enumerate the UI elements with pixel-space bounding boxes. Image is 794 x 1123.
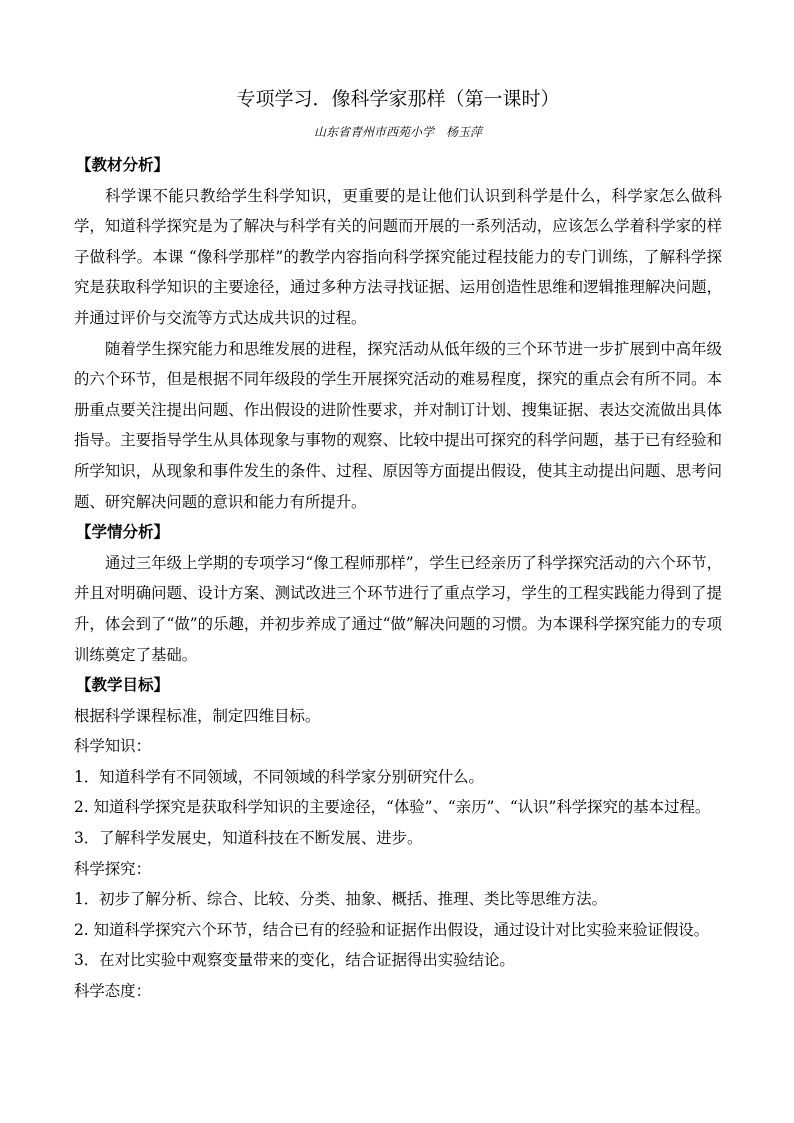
inquiry-item: 3．在对比实验中观察变量带来的变化，结合证据得出实验结论。 xyxy=(74,951,515,970)
section-heading-student: 【学情分析】 xyxy=(76,523,170,542)
knowledge-item: 3．了解科学发展史，知道科技在不断发展、进步。 xyxy=(74,829,423,848)
attitude-label: 科学态度： xyxy=(74,982,151,1001)
inquiry-item: 1．初步了解分析、综合、比较、分类、抽象、概括、推理、类比等思维方法。 xyxy=(74,890,608,909)
inquiry-label: 科学探究： xyxy=(74,859,151,878)
document-title: 专项学习．像科学家那样（第一课时） xyxy=(236,88,560,110)
document-body xyxy=(74,150,722,1007)
section-heading-goals: 【教学目标】 xyxy=(76,676,170,695)
knowledge-item: 1．知道科学有不同领域，不同领域的科学家分别研究什么。 xyxy=(74,767,484,786)
student-paragraph: 通过三年级上学期的专项学习“像工程师那样”，学生已经亲历了科学探究活动的六个环节，并且对明确问题、设计方案、测试改进三个环节进行了重点学习，学生的工程实践能力得到了提升，体会到了“做”的乐趣，并初步养成了通过“做”解决问题的习惯。为本课科学探究能力的专项训练奠定了基础。 xyxy=(74,553,722,664)
section-heading-analysis: 【教材分析】 xyxy=(76,156,170,174)
inquiry-item: 2. 知道科学探究六个环节，结合已有的经验和证据作出假设，通过设计对比实验来验证假设。 xyxy=(74,920,710,939)
knowledge-item: 2. 知道科学探究是获取科学知识的主要途径，“体验”、“亲历”、“认识”科学探究的基本过程。 xyxy=(74,798,711,817)
analysis-paragraph: 随着学生探究能力和思维发展的进程，探究活动从低年级的三个环节进一步扩展到中高年级的六个环节，但是根据不同年级段的学生开展探究活动的难易程度，探究的重点会有所不同。本册重点要关注提出问题、作出假设的进阶性要求，并对制订计划、搜集证据、表达交流做出具体指导。主要指导学生从具体现象与事物的观察、比较中提出可探究的科学问题，基于已有经验和所学知识，从现象和事件发生的条件、过程、原因等方面提出假设，使其主动提出问题、思考问题、研究解决问题的意识和能力有所提升。 xyxy=(74,339,722,511)
knowledge-label: 科学知识： xyxy=(74,737,151,756)
document-author: 山东省青州市西苑小学 杨玉萍 xyxy=(313,125,482,139)
analysis-paragraph: 科学课不能只教给学生科学知识，更重要的是让他们认识到科学是什么，科学家怎么做科学，知道科学探究是为了解决与科学有关的问题而开展的一系列活动，应该怎么学着科学家的样子做科学。本课 “像科学那样”的教学内容指向科学探究能过程技能力的专门训练，了解科学探究是获取科学知识的主要途径，通过多种方法寻找证据、运用创造性思维和逻辑推理解决问题，并通过评价与交流等方式达成共识的过程。 xyxy=(74,186,722,327)
goals-intro: 根据科学课程标准，制定四维目标。 xyxy=(74,706,321,725)
